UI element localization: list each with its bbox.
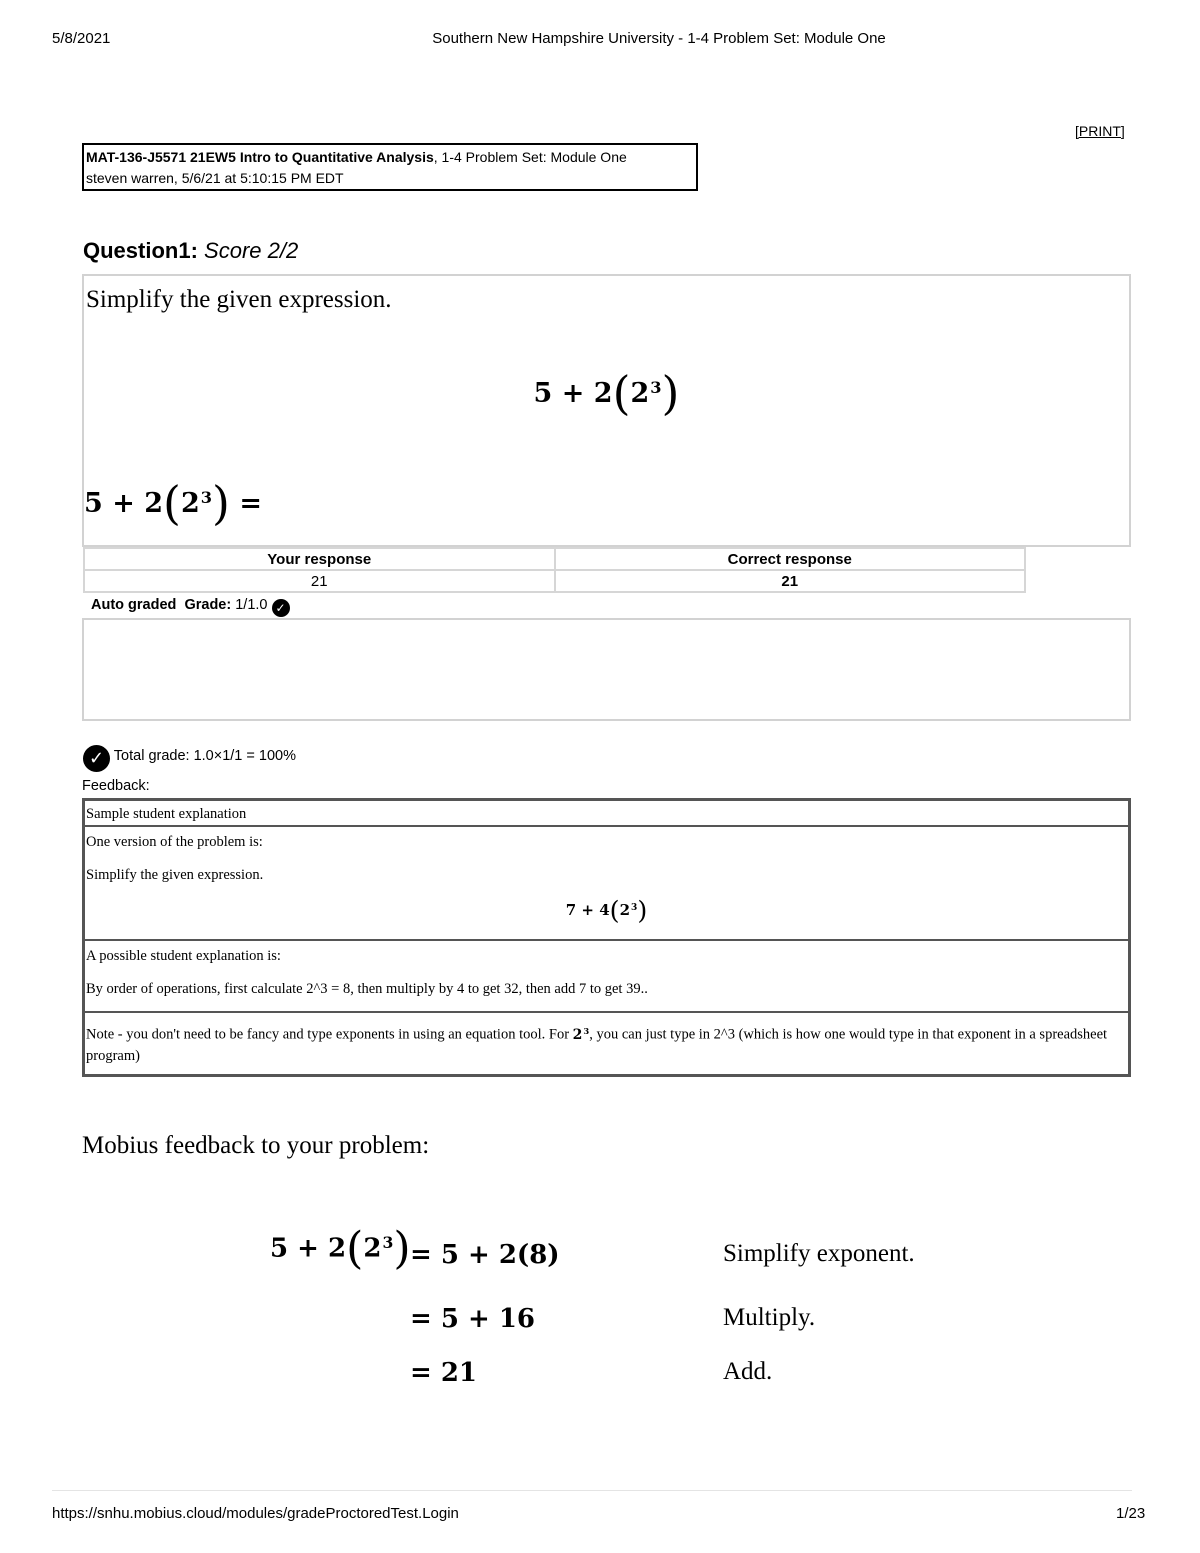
- print-link[interactable]: [PRINT]: [1075, 123, 1125, 139]
- course-info-box: [82, 143, 698, 191]
- feedback-title: Sample student explanation: [85, 801, 1128, 827]
- student-line: steven warren, 5/6/21 at 5:10:15 PM EDT: [86, 170, 344, 186]
- question-heading: [83, 238, 298, 264]
- auto-graded-line: [91, 597, 290, 617]
- footer-divider: [52, 1490, 1132, 1491]
- grade-label: Grade:: [184, 597, 232, 613]
- assignment-name: , 1-4 Problem Set: Module One: [433, 149, 627, 165]
- feedback-version-row: [85, 827, 1128, 941]
- question-prompt: Simplify the given expression.: [86, 286, 392, 313]
- footer-page-number: 1/23: [1116, 1505, 1146, 1522]
- course-name: MAT-136-J5571 21EW5 Intro to Quantitative Analysis: [86, 149, 434, 165]
- question-box: [82, 274, 1131, 547]
- version-intro: One version of the problem is:: [86, 834, 263, 850]
- print-date: 5/8/2021: [52, 30, 111, 47]
- correct-response-value: 21: [781, 572, 799, 590]
- explanation-text: By order of operations, first calculate 2^3 = 8, then multiply by 4 to get 32, then add 7 to get 39..: [86, 981, 648, 997]
- grader-comment-box: [82, 618, 1131, 721]
- mobius-step-1-expression: = 5 + 2(8): [410, 1240, 560, 1270]
- mobius-heading: Mobius feedback to your problem:: [82, 1132, 430, 1159]
- total-grade: Total grade: 1.0×1/1 = 100%: [113, 748, 296, 764]
- mobius-step-1-explanation: Simplify exponent.: [723, 1240, 915, 1267]
- mobius-step-3-explanation: Add.: [723, 1358, 773, 1385]
- total-grade-line: [83, 745, 296, 772]
- question-expression: $5 + 2(2^3)$: [533, 365, 680, 420]
- version-prompt: Simplify the given expression.: [86, 867, 264, 883]
- feedback-label: Feedback:: [82, 778, 150, 794]
- question-score: Score 2/2: [204, 238, 299, 263]
- auto-graded-label: Auto graded: [91, 597, 177, 613]
- mobius-step-2-explanation: Multiply.: [723, 1304, 816, 1331]
- question-label: Question1:: [83, 238, 198, 263]
- page-header-title: Southern New Hampshire University - 1-4 Problem Set: Module One: [432, 30, 886, 47]
- grade-value: 1/1.0: [235, 597, 268, 613]
- your-response-header: Your response: [267, 550, 372, 568]
- correct-response-header: Correct response: [727, 550, 852, 568]
- feedback-note: Note - you don't need to be fancy and type exponents in using an equation tool. For $2^3$, you can just type in 2^3 (which is how one would type in that exponent in a spreadsheet program): [86, 1026, 1108, 1064]
- response-table: [83, 547, 1026, 593]
- feedback-explanation-row: [85, 941, 1128, 1013]
- footer-url: https://snhu.mobius.cloud/modules/gradeProctoredTest.Login: [52, 1505, 459, 1522]
- your-response-value: 21: [84, 570, 555, 592]
- mobius-step-start-expression: $5 + 2(2^3)$: [270, 1223, 411, 1275]
- version-expression: $7 + 4(2^3)$: [565, 895, 648, 926]
- explanation-intro: A possible student explanation is:: [86, 948, 281, 964]
- answer-expression: $5 + 2(2^3)$ =: [84, 475, 262, 530]
- check-circle-icon: ✓: [83, 745, 110, 772]
- mobius-step-3-expression: = 21: [410, 1358, 478, 1388]
- check-circle-icon: ✓: [272, 599, 290, 617]
- mobius-step-2-expression: = 5 + 16: [410, 1304, 535, 1334]
- feedback-table: [82, 798, 1131, 1077]
